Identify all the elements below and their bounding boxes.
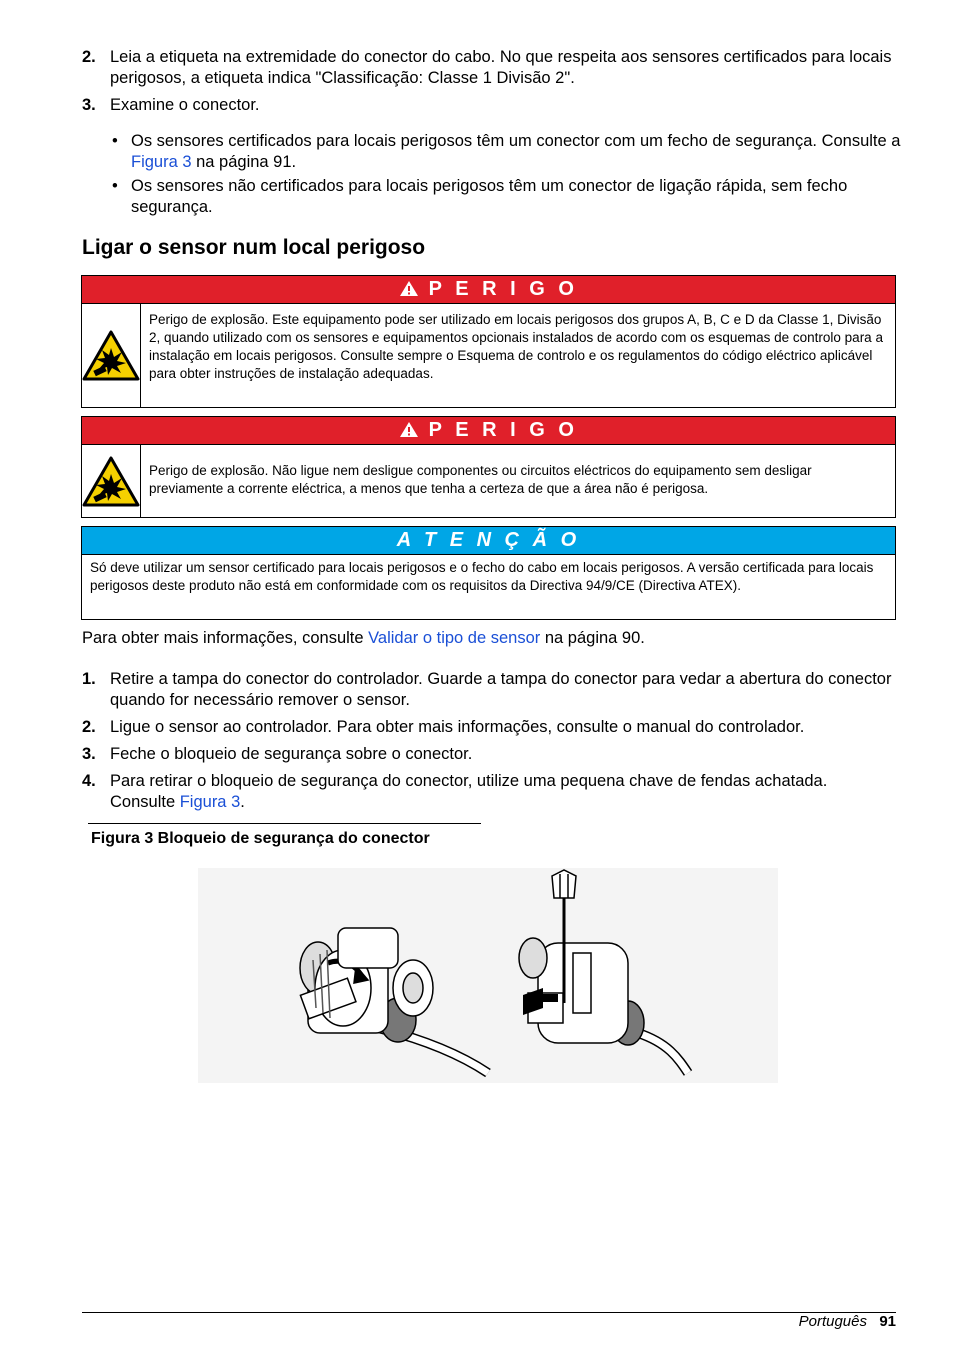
bullet-text: Os sensores certificados para locais perigosos têm um conector com um fecho de segurança. Consulte a Figura 3 na página 91. <box>131 132 901 171</box>
danger-box <box>81 275 896 408</box>
step-number: 2. <box>82 48 96 66</box>
danger-text: Perigo de explosão. Este equipamento pode ser utilizado em locais perigosos dos grupos A, B, C e D da Classe 1, Divisão 2, quando utilizado com os sensores e equipamentos opcionais instalados de acordo com os esquemas de controlo para a instalação em locais perigosos. Consulte sempre o Esquema de controlo e os regulamentos do código eléctrico aplicável para obter instruções de instalação adequadas. <box>149 312 883 381</box>
bullet-mark: • <box>112 177 118 195</box>
step-text: Para retirar o bloqueio de segurança do conector, utilize uma pequena chave de fendas achatada. Consulte Figura 3. <box>110 772 828 811</box>
figure-rule <box>88 823 481 824</box>
warning-triangle-icon <box>399 278 429 300</box>
more-info-paragraph: Para obter mais informações, consulte Validar o tipo de sensor na página 90. <box>82 629 645 647</box>
figure-link[interactable]: Figura 3 <box>131 153 192 171</box>
footer-rule <box>82 1312 896 1313</box>
danger-text: Perigo de explosão. Não ligue nem desligue componentes ou circuitos eléctricos do equipamento sem desligar previamente a corrente eléctrica, a menos que tenha a certeza de que a área não é perigosa. <box>149 463 812 496</box>
step-text: Examine o conector. <box>110 96 260 114</box>
step-number: 2. <box>82 718 96 736</box>
warning-triangle-icon <box>399 419 429 441</box>
caution-text: Só deve utilizar um sensor certificado para locais perigosos e o fecho do cabo em locais perigosos. A versão certificada para locais perigosos deste produto não está em conformidade com os requisitos da Directiva 94/9/CE (Directiva ATEX). <box>90 560 874 593</box>
page-number: 91 <box>879 1313 896 1330</box>
step-text: Retire a tampa do conector do controlador. Guarde a tampa do conector para vedar a abertura do conector quando for necessário remover o sensor. <box>110 670 892 709</box>
step-text: Feche o bloqueio de segurança sobre o conector. <box>110 745 473 763</box>
figure-link[interactable]: Figura 3 <box>179 793 241 811</box>
figure-caption: Figura 3 Bloqueio de segurança do conector <box>91 830 430 847</box>
step-number: 3. <box>82 745 96 763</box>
validate-sensor-link[interactable]: Validar o tipo de sensor <box>368 629 541 647</box>
danger-box <box>81 416 896 518</box>
bullet-mark: • <box>112 132 118 150</box>
step-number: 1. <box>82 670 96 688</box>
danger-header: P E R I G O <box>82 276 895 304</box>
caution-header: A T E N Ç Ã O <box>82 527 895 555</box>
connector-lock-figure <box>198 868 778 1088</box>
step-text: Ligue o sensor ao controlador. Para obter mais informações, consulte o manual do controlador. <box>110 718 805 736</box>
caution-box <box>81 526 896 620</box>
explosion-hazard-icon <box>82 304 141 408</box>
section-title: Ligar o sensor num local perigoso <box>82 236 426 259</box>
bullet-text: Os sensores não certificados para locais perigosos têm um conector de ligação rápida, sem fecho segurança. <box>131 177 848 216</box>
footer-language: Português <box>798 1313 867 1330</box>
explosion-hazard-icon <box>82 445 141 518</box>
danger-header: P E R I G O <box>82 417 895 445</box>
step-number: 4. <box>82 772 96 790</box>
step-text: Leia a etiqueta na extremidade do conector do cabo. No que respeita aos sensores certificados para locais perigosos, a etiqueta indica "Classificação: Classe 1 Divisão 2". <box>110 48 892 87</box>
step-number: 3. <box>82 96 96 114</box>
